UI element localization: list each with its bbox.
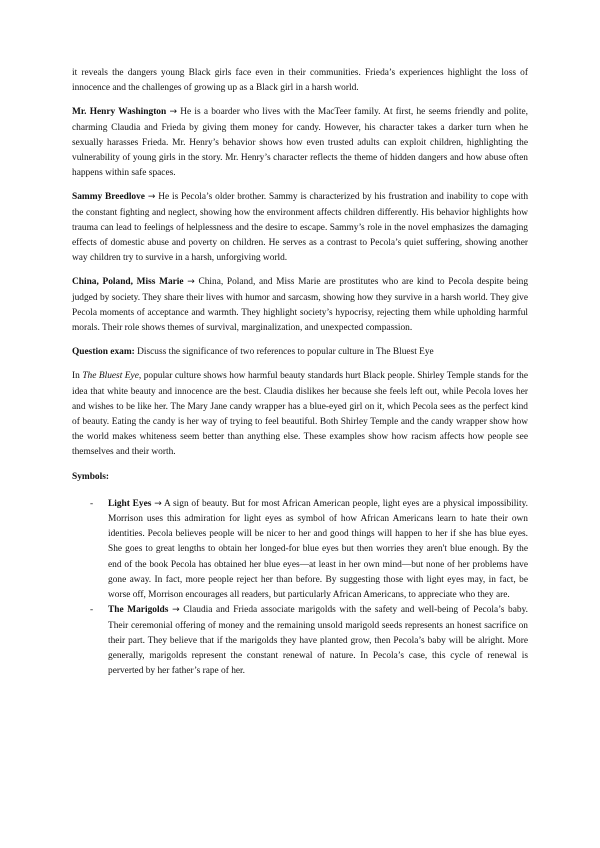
symbol-description: Claudia and Frieda associate marigolds with the safety and well-being of Pecola’s baby. Their ceremonial offering of money and the remaining unsold marigold seeds represents an honest sacrifice on their part. They believe that if the marigolds they have planted grow, then Pecola’s baby will be alright. More generally, marigolds represent the constant renewal of nature. In Pecola’s case, this cycle of renewal is perverted by her father’s rape of her. bbox=[108, 605, 529, 677]
list-item bbox=[72, 497, 528, 603]
book-title: The Bluest Eye bbox=[82, 371, 139, 382]
question-paragraph bbox=[72, 345, 528, 360]
list-item bbox=[72, 603, 528, 679]
character-henry-paragraph bbox=[72, 105, 528, 181]
answer-lead: In bbox=[72, 371, 83, 382]
character-description: He is Pecola’s older brother. Sammy is characterized by his frustration and inability to cope with the constant fighting and neglect, showing how the environment affects children differently. His behavior highlights how trauma can lead to feelings of helplessness and the desire to escape. Sammy’s role in the novel emphasizes the damaging effects of domestic abuse and poverty on children. He serves as a contrast to Pecola’s quiet suffering, showing another way children try to survive in a harsh, unforgiving world. bbox=[72, 192, 529, 264]
character-description: China, Poland, and Miss Marie are prostitutes who are kind to Pecola despite being judged by society. They share their lives with humor and sarcasm, showing how they survive in a harsh world. They give Pecola moments of acceptance and warmth. They highlight society’s hypocrisy, rejecting them while upholding harmful morals. Their role shows themes of survival, marginalization, and unexpected compassion. bbox=[72, 277, 529, 334]
list-dash: - bbox=[90, 605, 94, 616]
arrow-icon: → bbox=[154, 498, 162, 509]
symbol-name: Light Eyes bbox=[108, 498, 152, 509]
arrow-icon: → bbox=[187, 277, 195, 288]
intro-paragraph: it reveals the dangers young Black girls face even in their communities. Frieda’s experiences highlight the loss of innocence and the challenges of growing up as a Black girl in a harsh world. bbox=[72, 68, 528, 94]
list-dash: - bbox=[90, 498, 94, 509]
character-sammy-paragraph bbox=[72, 190, 528, 266]
character-name: Mr. Henry Washington bbox=[72, 107, 167, 118]
symbol-description: A sign of beauty. But for most African American people, light eyes are a physical impossibility. Morrison uses this admiration for light eyes as symbol of how African Americans learn to hate their own identities. Pecola believes people will be nicer to her and good things will happen to her if she has blue eyes. She goes to great lengths to obtain her longed-for blue eyes but then worries they aren't blue enough. By the end of the book Pecola has obtained her blue eyes—at least in her own mind—but none of her problems have gone away. In fact, more people reject her than before. By suggesting those with light eyes may, in fact, be worse off, Morrison encourages all readers, but particularly African Americans, to appreciate who they are. bbox=[108, 498, 529, 601]
character-name: China, Poland, Miss Marie bbox=[72, 277, 184, 288]
character-name: Sammy Breedlove bbox=[72, 192, 145, 203]
symbol-name: The Marigolds bbox=[108, 605, 169, 616]
character-description: He is a boarder who lives with the MacTeer family. At first, he seems friendly and polite, charming Claudia and Frieda by giving them money for candy. However, his character takes a darker turn when he sexually harasses Frieda. Mr. Henry’s behavior shows how even trusted adults can exploit children, highlighting the vulnerability of young girls in the story. Mr. Henry’s character reflects the theme of hidden dangers and how abuse often happens within safe spaces. bbox=[72, 107, 528, 179]
answer-text: , popular culture shows how harmful beauty standards hurt Black people. Shirley Temple stands for the idea that white beauty and innocence are the best. Claudia dislikes her because she feels left out, while Pecola loves her and wishes to be like her. The Mary Jane candy wrapper has a blue-eyed girl on it, which Pecola sees as the perfect kind of beauty. Eating the candy is her way of trying to feel beautiful. Both Shirley Temple and the candy wrapper show how the world makes whiteness seem better than anything else. These examples show how racism affects how people see themselves and their worth. bbox=[72, 371, 529, 458]
character-prostitutes-paragraph bbox=[72, 275, 528, 336]
arrow-icon: → bbox=[172, 605, 180, 616]
symbols-list bbox=[72, 497, 528, 679]
question-label: Question exam: bbox=[72, 347, 135, 358]
document-page bbox=[72, 66, 528, 679]
arrow-icon: → bbox=[147, 192, 156, 203]
arrow-icon: → bbox=[169, 107, 177, 118]
answer-paragraph bbox=[72, 369, 528, 460]
question-text: Discuss the significance of two references to popular culture in The Bluest Eye bbox=[134, 347, 434, 358]
symbols-heading: Symbols: bbox=[72, 471, 109, 482]
